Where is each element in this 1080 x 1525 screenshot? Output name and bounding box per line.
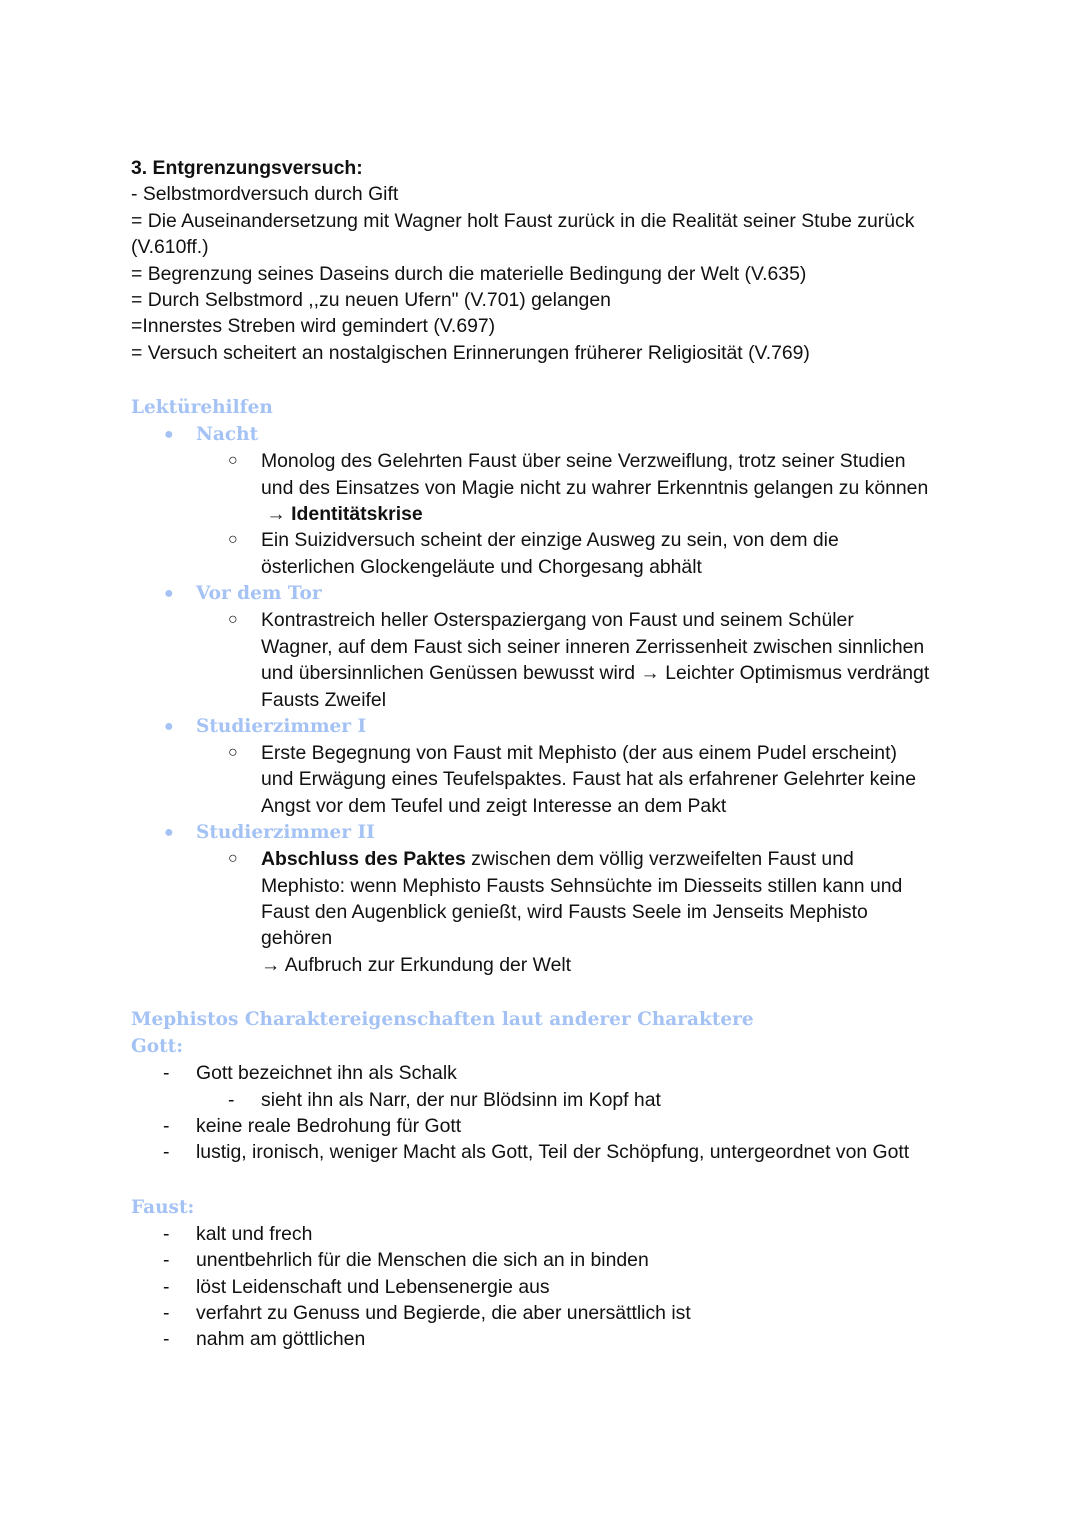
list-item <box>131 1113 961 1139</box>
list-item <box>131 1139 961 1165</box>
sub-list-item <box>131 1087 961 1113</box>
circle-bullet-icon: ○ <box>228 850 238 868</box>
sub-list-item <box>131 740 961 819</box>
text-line: Monolog des Gelehrten Faust über seine Verzweiflung, trotz seiner Studien <box>261 450 906 473</box>
section-heading: Lektürehilfen <box>131 397 273 419</box>
list-item-label: Nacht <box>196 424 259 446</box>
circle-bullet-icon: ○ <box>228 611 238 629</box>
dash-bullet-icon: - <box>163 1062 170 1085</box>
bold-term: Abschluss des Paktes <box>261 848 466 871</box>
dash-bullet-icon: - <box>163 1275 170 1298</box>
text-line: = Die Auseinandersetzung mit Wagner holt Faust zurück in die Realität seiner Stube zurück <box>131 209 915 232</box>
dash-bullet-icon: - <box>163 1302 170 1324</box>
text-line: Wagner, auf dem Faust sich seiner inneren Zerrissenheit zwischen sinnlichen <box>261 635 925 658</box>
list-item-label: Vor dem Tor <box>196 583 322 605</box>
bullet-icon: ● <box>164 717 174 735</box>
arrow-glyph: → <box>266 503 286 526</box>
sub-list-item <box>131 846 961 978</box>
list-item-text: kalt und frech <box>196 1222 313 1245</box>
text-line: und Erwägung eines Teufelspaktes. Faust hat als erfahrener Gelehrter keine <box>261 768 917 791</box>
list-item-text: sieht ihn als Narr, der nur Blödsinn im Kopf hat <box>261 1088 661 1111</box>
text-line: Faust den Augenblick genießt, wird Fausts Seele im Jenseits Mephisto <box>261 900 868 923</box>
list-item-text: lustig, ironisch, weniger Macht als Gott, Teil der Schöpfung, untergeordnet von Gott <box>196 1141 910 1164</box>
text-line: = Versuch scheitert an nostalgischen Erinnerungen früherer Religiosität (V.769) <box>131 341 810 364</box>
list-item-text: verfahrt zu Genuss und Begierde, die aber unersättlich ist <box>196 1302 691 1324</box>
text-line: und übersinnlichen Genüssen bewusst wird → Leichter Optimismus verdrängt <box>261 662 930 685</box>
text-line: Erste Begegnung von Faust mit Mephisto (der aus einem Pudel erscheint) <box>261 741 897 764</box>
list-item-text: Gott bezeichnet ihn als Schalk <box>196 1062 457 1085</box>
list-item <box>131 1300 961 1326</box>
text-line <box>261 846 961 872</box>
sub-list-item <box>131 448 961 527</box>
list-item <box>131 1274 961 1300</box>
text-line: Kontrastreich heller Osterspaziergang von Faust und seinem Schüler <box>261 609 854 632</box>
dash-bullet-icon: - <box>163 1328 170 1351</box>
list-item-label: Studierzimmer II <box>196 822 375 844</box>
text-line: = Begrenzung seines Daseins durch die materielle Bedingung der Welt (V.635) <box>131 262 807 285</box>
list-item <box>131 713 961 740</box>
text-line: = Durch Selbstmord ,,zu neuen Ufern" (V.701) gelangen <box>131 289 611 312</box>
list-item-text: keine reale Bedrohung für Gott <box>196 1114 462 1137</box>
list-item-text: löst Leidenschaft und Lebensenergie aus <box>196 1275 550 1298</box>
dash-bullet-icon: - <box>163 1249 170 1272</box>
list-item-text: unentbehrlich für die Menschen die sich an in binden <box>196 1249 649 1272</box>
dash-bullet-icon: - <box>163 1222 170 1245</box>
circle-bullet-icon: ○ <box>228 743 238 761</box>
section-heading: Mephistos Charaktereigenschaften laut anderer Charaktere <box>131 1009 754 1031</box>
subsection-heading: Faust: <box>131 1196 195 1218</box>
list-item-text: nahm am göttlichen <box>196 1328 366 1351</box>
text-line: Mephisto: wenn Mephisto Fausts Sehnsüchte im Diesseits stillen kann und <box>261 874 903 897</box>
list-item <box>131 1060 961 1086</box>
bullet-icon: ● <box>164 824 174 842</box>
dash-bullet-icon: - <box>163 1141 170 1164</box>
circle-bullet-icon: ○ <box>228 531 238 549</box>
list-item <box>131 1247 961 1273</box>
text-line: Angst vor dem Teufel und zeigt Interesse an dem Pakt <box>261 794 727 817</box>
list-item <box>131 580 961 607</box>
text-line: (V.610ff.) <box>131 236 209 259</box>
section-title: 3. Entgrenzungsversuch: <box>131 157 363 179</box>
sub-list-item <box>131 527 961 580</box>
list-item <box>131 819 961 846</box>
dash-bullet-icon: - <box>163 1114 170 1137</box>
sub-list-item <box>131 607 961 713</box>
text-line <box>261 501 961 527</box>
bullet-icon: ● <box>164 426 174 444</box>
list-item-label: Studierzimmer I <box>196 715 367 737</box>
text-line: Fausts Zweifel <box>261 688 386 711</box>
text-span: zwischen dem völlig verzweifelten Faust und <box>465 848 854 871</box>
text-line: - Selbstmordversuch durch Gift <box>131 183 399 206</box>
text-line: =Innerstes Streben wird gemindert (V.697) <box>131 315 496 338</box>
text-line: österlichen Glockengeläute und Chorgesang abhält <box>261 555 702 578</box>
subsection-heading: Gott: <box>131 1036 184 1058</box>
text-line: Ein Suizidversuch scheint der einzige Ausweg zu sein, von dem die <box>261 529 839 552</box>
text-line: und des Einsatzes von Magie nicht zu wahrer Erkenntnis gelangen zu können <box>261 476 929 499</box>
circle-bullet-icon: ○ <box>228 452 238 470</box>
list-item <box>131 1221 961 1247</box>
bold-term: Identitätskrise <box>291 503 423 526</box>
list-item <box>131 421 961 448</box>
dash-bullet-icon: - <box>228 1088 235 1111</box>
list-item <box>131 1326 961 1352</box>
text-line: → Aufbruch zur Erkundung der Welt <box>261 953 572 976</box>
text-line: gehören <box>261 927 333 950</box>
document-page <box>131 155 961 1353</box>
bullet-icon: ● <box>164 585 174 603</box>
